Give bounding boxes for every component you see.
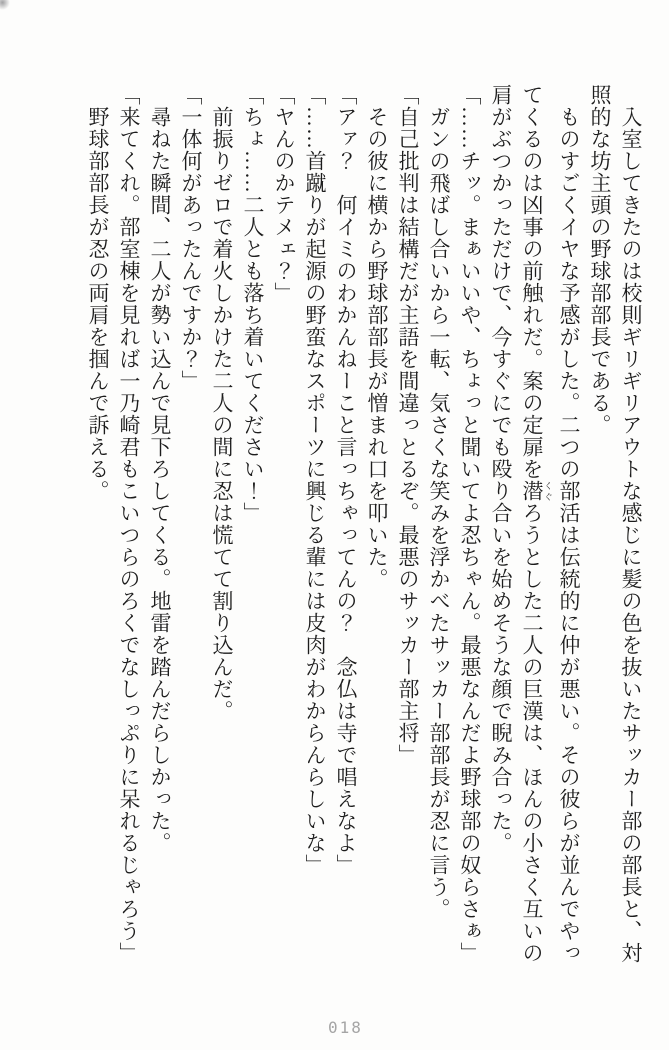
text-block [82, 84, 646, 968]
scan-artifact [0, 0, 10, 10]
text-column: 前振りゼロで着火しかけた二人の間に忍は慌てて割り込んだ。 [210, 106, 234, 722]
text-column: 「……チッ。まぁいいや、ちょっと聞いてよ忍ちゃん。最悪なんだよ野球部の奴らさぁ」 [458, 84, 482, 964]
text-column: 肩がぶつかっただけで、今すぐにでも殴り合いを始めそうな顔で睨み合った。 [489, 84, 513, 854]
text-column: 「……首蹴りが起源の野蛮なスポーツに興じる輩には皮肉がわからんらしいな」 [303, 84, 327, 876]
text-column: 「ちょ……二人とも落ち着いてください！」 [241, 84, 265, 524]
text-column: 照的な坊主頭の野球部部長である。 [588, 84, 612, 436]
text-column: 野球部部長が忍の両肩を掴んで訴える。 [86, 106, 110, 502]
text-column: 尋ねた瞬間、二人が勢い込んで見下ろしてくる。地雷を踏んだらしかった。 [148, 106, 172, 854]
text-column: 「一体何があったんですか？」 [179, 84, 203, 392]
text-column: てくるのは凶事の前触れだ。案の定扉を潜 くぐろうとした二人の巨漢は、ほんの小さく互いの [520, 84, 553, 964]
text-column: 「自己批判は結構だが主語を間違っとるぞ。最悪のサッカー部主将」 [396, 84, 420, 766]
text-column: 「アァ？ 何イミのわかんねーこと言っちゃってんの？ 念仏は寺で唱えなよ」 [334, 84, 358, 876]
text-column: 「ヤんのかテメェ？」 [272, 84, 296, 304]
text-column: 「来てくれ。部室棟を見れば一乃崎君もこいつらのろくでなしっぷりに呆れるじゃろう」 [117, 84, 141, 964]
furigana-ruby: 潜 くぐ [520, 480, 553, 502]
text-column: 入室してきたのは校則ギリギリアウトな感じに髪の色を抜いたサッカー部の部長と、対 [619, 106, 643, 964]
page-number: 018 [328, 1018, 363, 1037]
text-column: ガンの飛ばし合いから一転、気さくな笑みを浮かべたサッカー部部長が忍に言う。 [427, 106, 451, 920]
text-column: その彼に横から野球部部長が憎まれ口を叩いた。 [365, 106, 389, 590]
text-column: ものすごくイヤな予感がした。二つの部活は伝統的に仲が悪い。その彼らが並んでやっ [557, 106, 581, 964]
